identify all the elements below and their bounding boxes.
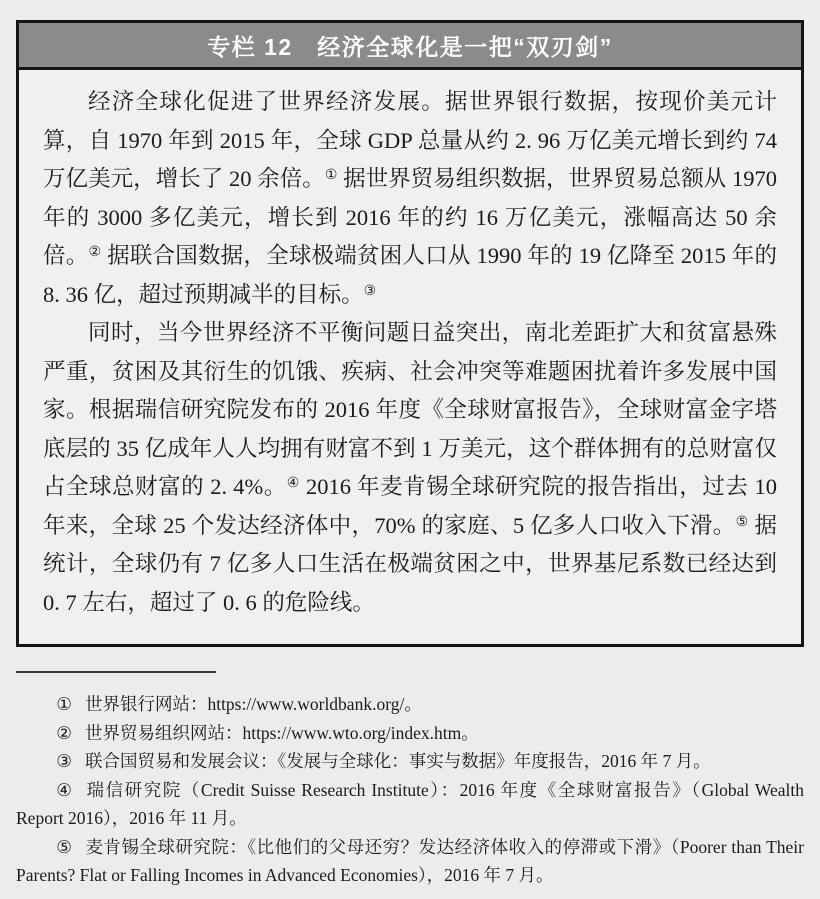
footnote: ④ 瑞信研究院（Credit Suisse Research Institute）：2016 年度《全球财富报告》（Global Wealth Report 2016），2016 年 11 月。 xyxy=(16,779,804,828)
footnote-ref: ④ xyxy=(286,476,300,491)
footnote-marker: ② xyxy=(56,722,72,743)
footnote: ⑤ 麦肯锡全球研究院：《比他们的父母还穷？发达经济体收入的停滞或下滑》（Poorer than Their Parents? Flat or Falling Incomes in Advanced Economies），2016 年 7 月。 xyxy=(16,836,804,885)
column-box xyxy=(16,20,804,647)
footnote-ref: ② xyxy=(88,245,102,260)
footnote-list xyxy=(16,690,804,890)
footnote-ref: ⑤ xyxy=(735,514,749,530)
paragraph: 经济全球化促进了世界经济发展。据世界银行数据，按现价美元计算，自 1970 年到 2015 年，全球 GDP 总量从约 2. 96 万亿美元增长到约 74 万亿美元，增长了 20 余倍。① 据世界贸易组织数据，世界贸易总额从 1970 年的 3000 多亿美元，增长到 2016 年的约 16 万亿美元，涨幅高达 50 余倍。② 据联合国数据，全球极端贫困人口从 1990 年的 19 亿降至 2015 年的 8. 36 亿，超过预期减半的目标。③ xyxy=(43,89,777,307)
footnote-marker: ③ xyxy=(56,751,72,771)
box-header xyxy=(19,23,801,70)
footnote-marker: ④ xyxy=(56,779,74,800)
footnote-marker: ① xyxy=(56,694,72,714)
footnote-ref: ③ xyxy=(363,283,377,299)
footnote-divider xyxy=(16,671,216,673)
footnotes-section xyxy=(16,671,804,890)
box-title: 专栏 12 经济全球化是一把“双刃剑” xyxy=(207,33,613,60)
footnote: ② 世界贸易组织网站：https://www.wto.org/index.htm。 xyxy=(56,722,479,743)
paragraph: 同时，当今世界经济不平衡问题日益突出，南北差距扩大和贫富悬殊严重，贫困及其衍生的饥饿、疾病、社会冲突等难题困扰着许多发展中国家。根据瑞信研究院发布的 2016 年度《全球财富报告》，全球财富金字塔底层的 35 亿成年人人均拥有财富不到 1 万美元，这个群体拥有的总财富仅占全球总财富的 2. 4%。④ 2016 年麦肯锡全球研究院的报告指出，过去 10 年来，全球 25 个发达经济体中，70% 的家庭、5 亿多人口收入下滑。⑤ 据统计，全球仍有 7 亿多人口生活在极端贫困之中，世界基尼系数已经达到 0. 7 左右，超过了 0. 6 的危险线。 xyxy=(43,320,777,615)
box-body xyxy=(19,70,801,622)
footnote: ① 世界银行网站：https://www.worldbank.org/。 xyxy=(56,694,422,714)
footnote-ref: ① xyxy=(324,168,338,183)
footnote-marker: ⑤ xyxy=(56,836,73,857)
footnote: ③ 联合国贸易和发展会议：《发展与全球化：事实与数据》年度报告，2016 年 7 月。 xyxy=(56,751,711,771)
